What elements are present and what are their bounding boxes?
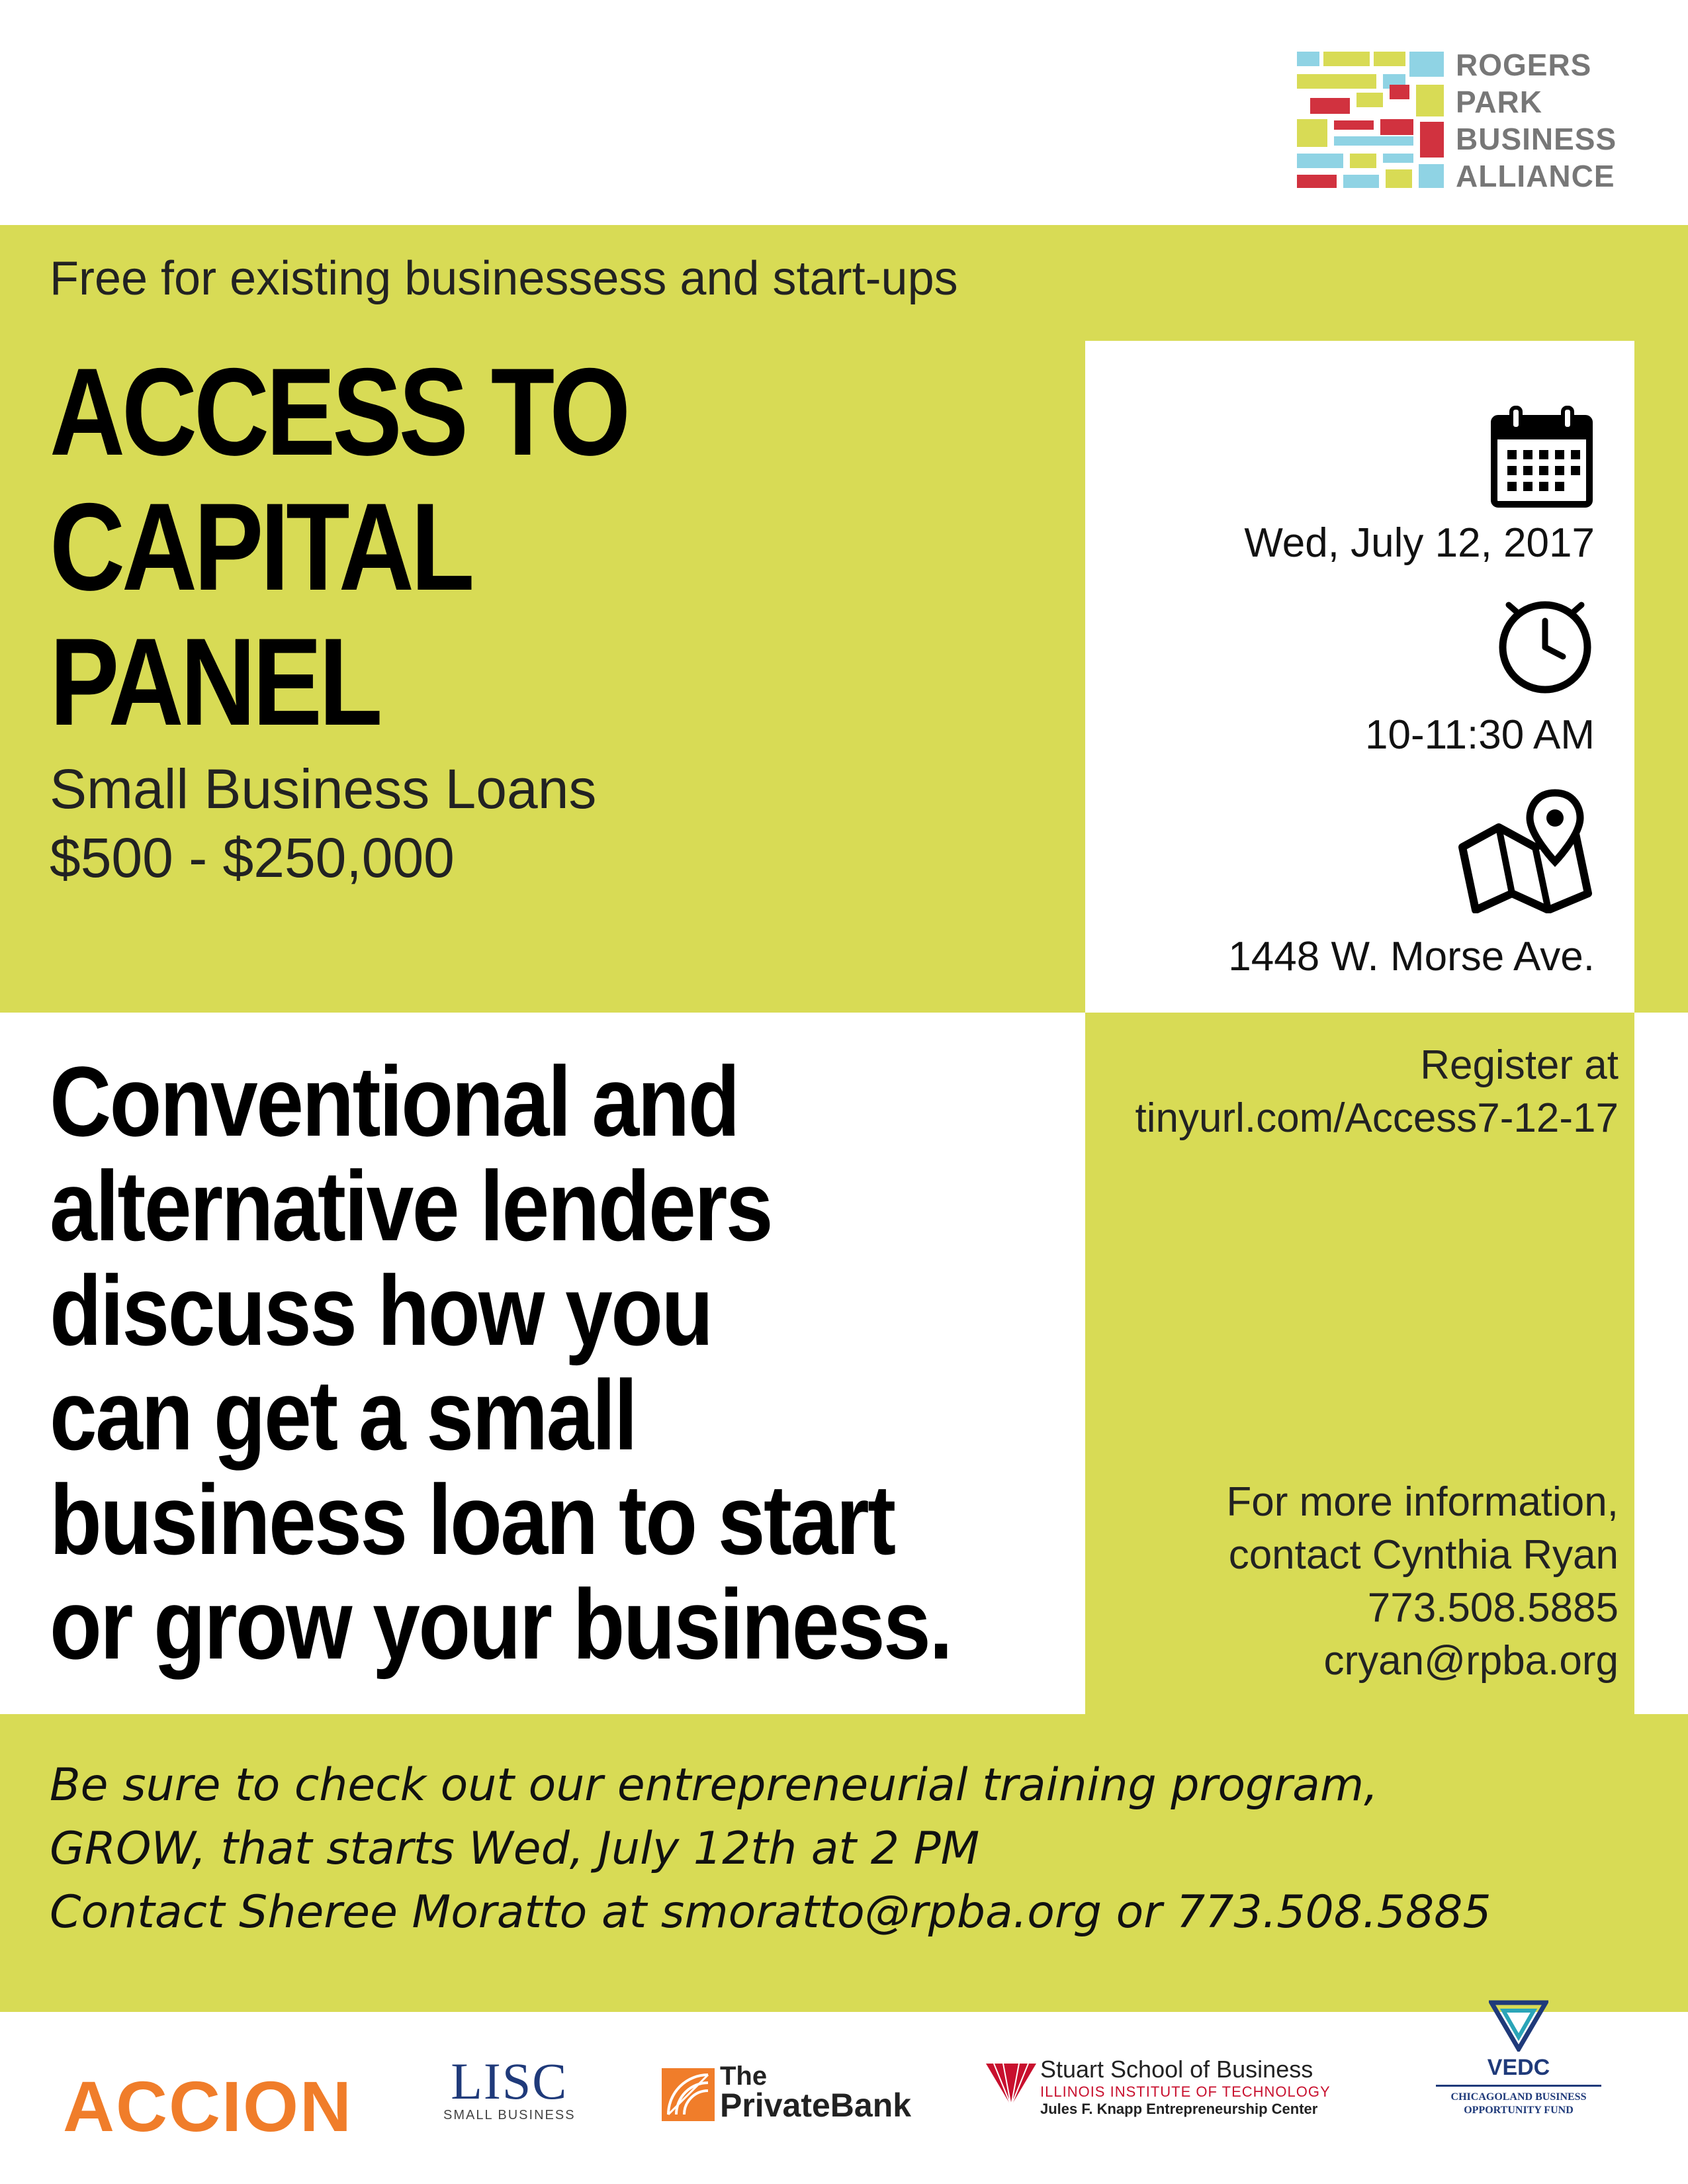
contact-line: contact Cynthia Ryan bbox=[1228, 1532, 1619, 1578]
stuart-school-name: Stuart School of Business bbox=[1040, 2056, 1313, 2083]
headline-line: Conventional and bbox=[50, 1046, 738, 1157]
event-info-box bbox=[1085, 341, 1634, 1013]
map-pin-icon bbox=[1456, 788, 1595, 913]
vedc-fund bbox=[1436, 2085, 1601, 2117]
privatebank-text bbox=[720, 2062, 912, 2124]
privatebank-the: The bbox=[720, 2062, 768, 2091]
vedc-name: VEDC bbox=[1487, 2055, 1550, 2080]
headline-line: alternative lenders bbox=[50, 1150, 772, 1261]
contact-email[interactable]: cryan@rpba.org bbox=[1323, 1638, 1619, 1684]
page-title bbox=[50, 344, 627, 749]
logo-line: PARK bbox=[1456, 85, 1542, 119]
subtitle bbox=[50, 754, 596, 892]
privatebank-mark-icon bbox=[662, 2068, 715, 2121]
accion-logo: ACCION bbox=[63, 2066, 353, 2146]
headline-line: business loan to start bbox=[50, 1464, 895, 1575]
vedc-fund-line: OPPORTUNITY FUND bbox=[1464, 2105, 1574, 2116]
register-info bbox=[1135, 1039, 1619, 1145]
title-line: CAPITAL bbox=[50, 477, 472, 616]
privatebank-name: PrivateBank bbox=[720, 2087, 912, 2124]
contact-line: For more information, bbox=[1226, 1479, 1619, 1525]
grow-line: Be sure to check out our entrepreneurial training program, bbox=[50, 1759, 1378, 1811]
grow-line: GROW, that starts Wed, July 12th at 2 PM bbox=[50, 1823, 980, 1875]
vedc-logo bbox=[1436, 1999, 1601, 2117]
lisc-logo-text: LISC bbox=[451, 2052, 568, 2110]
subtitle-line: $500 - $250,000 bbox=[50, 827, 455, 889]
logo-line: BUSINESS bbox=[1456, 122, 1617, 156]
lisc-logo bbox=[443, 2052, 576, 2123]
calendar-icon bbox=[1489, 404, 1595, 510]
stuart-school-logo bbox=[986, 2056, 1331, 2117]
subtitle-line: Small Business Loans bbox=[50, 758, 597, 820]
event-time: 10-11:30 AM bbox=[1365, 712, 1595, 758]
tagline: Free for existing businessess and start-ups bbox=[50, 252, 958, 305]
privatebank-logo bbox=[662, 2062, 912, 2124]
contact-info bbox=[1226, 1476, 1619, 1688]
lisc-logo-subtext: SMALL BUSINESS bbox=[443, 2108, 576, 2122]
logo-line: ALLIANCE bbox=[1456, 159, 1615, 193]
rpba-logo-text bbox=[1456, 46, 1617, 195]
logo-line: ROGERS bbox=[1456, 48, 1592, 82]
stuart-school-text bbox=[1040, 2056, 1331, 2118]
event-date: Wed, July 12, 2017 bbox=[1244, 520, 1595, 566]
grow-line: Contact Sheree Moratto at smoratto@rpba.org or 773.508.5885 bbox=[50, 1886, 1491, 1938]
stuart-school-institute: ILLINOIS INSTITUTE OF TECHNOLOGY bbox=[1040, 2083, 1331, 2100]
contact-phone[interactable]: 773.508.5885 bbox=[1367, 1585, 1619, 1631]
clock-icon bbox=[1495, 596, 1595, 695]
headline-line: or grow your business. bbox=[50, 1569, 952, 1680]
headline bbox=[50, 1046, 952, 1680]
register-url[interactable]: tinyurl.com/Access7-12-17 bbox=[1135, 1095, 1619, 1141]
event-address: 1448 W. Morse Ave. bbox=[1228, 934, 1595, 979]
register-label: Register at bbox=[1420, 1042, 1619, 1088]
stuart-school-mark-icon bbox=[986, 2060, 1036, 2110]
headline-line: discuss how you bbox=[50, 1255, 712, 1366]
rpba-logo-mark-icon bbox=[1297, 40, 1449, 199]
vedc-fund-line: CHICAGOLAND BUSINESS bbox=[1450, 2091, 1587, 2103]
title-line: PANEL bbox=[50, 612, 380, 751]
grow-promo bbox=[50, 1754, 1491, 1944]
vedc-mark-icon bbox=[1489, 1999, 1548, 2052]
headline-line: can get a small bbox=[50, 1359, 637, 1471]
stuart-school-center: Jules F. Knapp Entrepreneurship Center bbox=[1040, 2101, 1318, 2117]
title-line: ACCESS TO bbox=[50, 342, 628, 481]
